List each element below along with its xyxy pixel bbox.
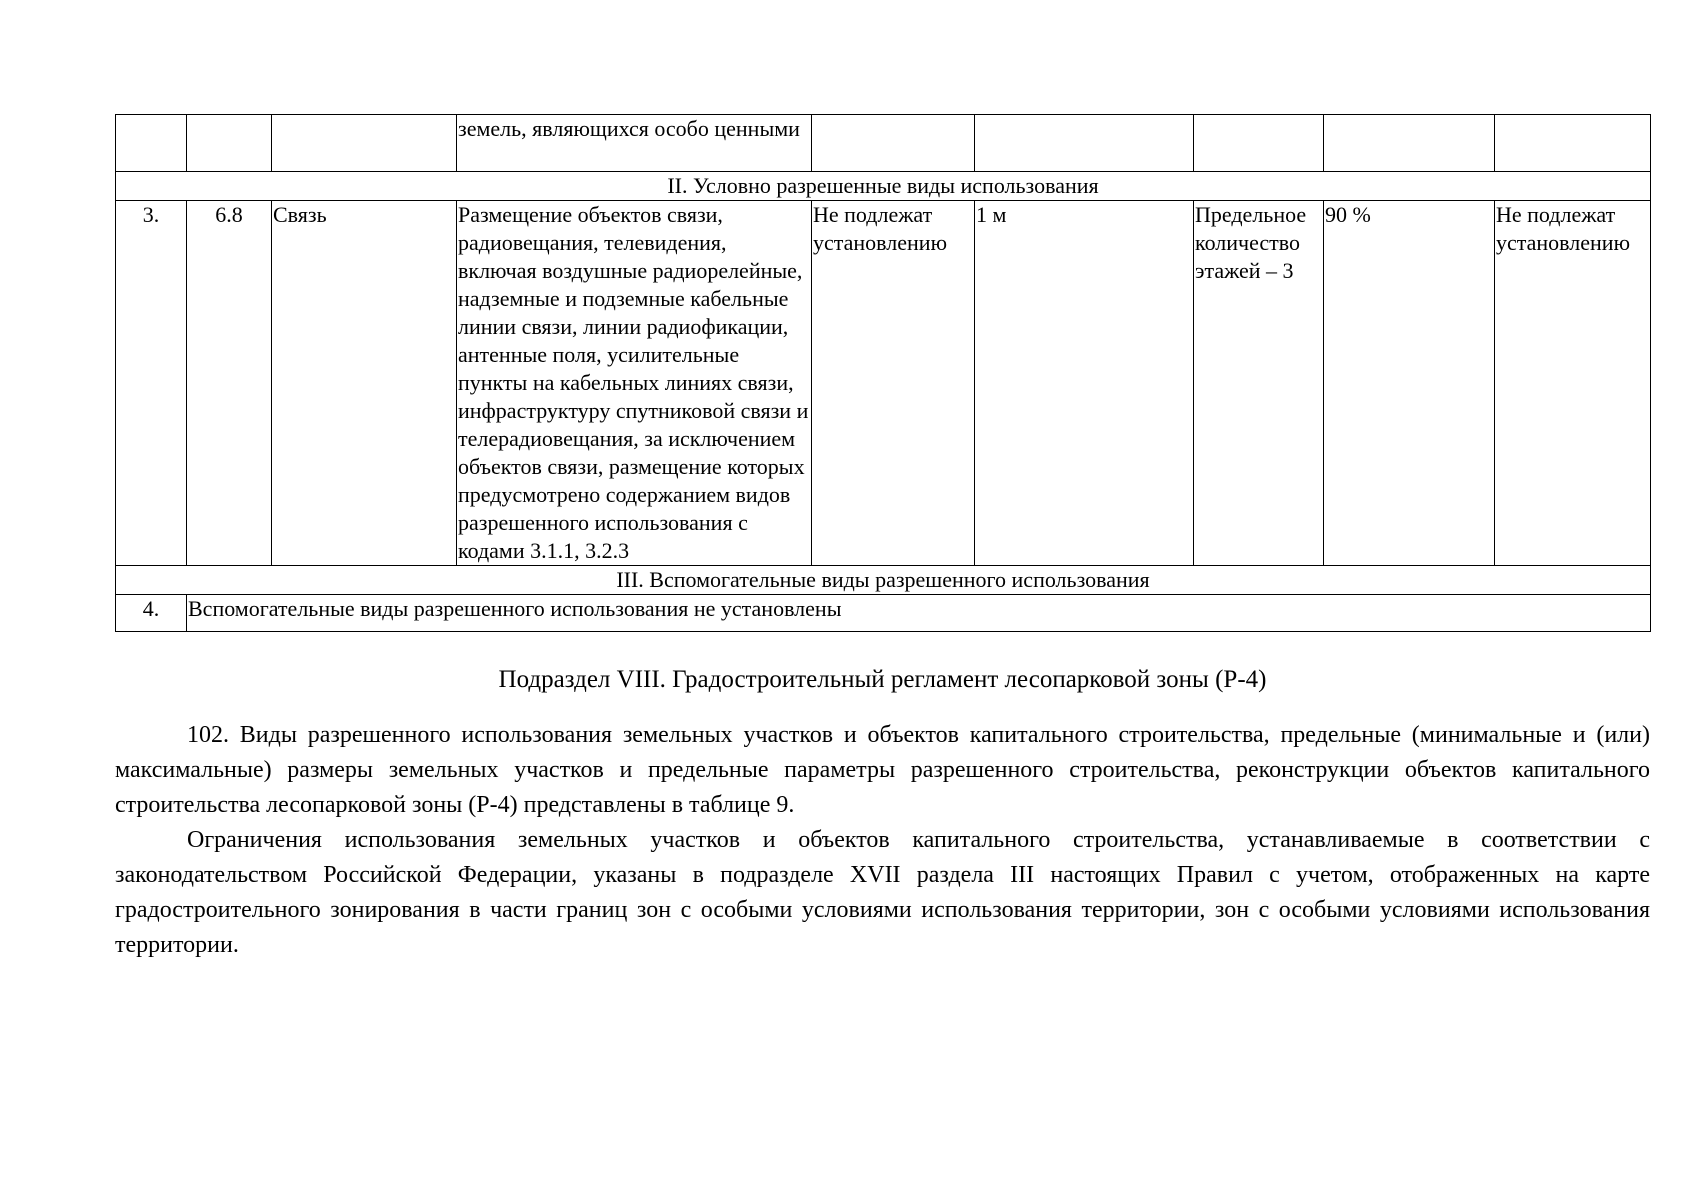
section-3-title: III. Вспомогательные виды разрешенного использования [116, 566, 1651, 595]
cell-empty [1194, 115, 1324, 172]
row-number: 3. [116, 201, 187, 566]
setback: 1 м [975, 201, 1194, 566]
cell-empty [812, 115, 975, 172]
body-text [115, 718, 1650, 963]
section-2-title: II. Условно разрешенные виды использования [116, 172, 1651, 201]
regulation-table [115, 114, 1651, 632]
cell-empty [116, 115, 187, 172]
use-description: Размещение объектов связи, радиовещания, телевидения, включая воздушные радиорелейные, надземные и подземные кабельные линии связи, линии радиофикации, антенные поля, усилительные пункты на кабельных линиях связи, инфраструктуру спутниковой связи и телерадиовещания, за исключением объектов связи, размещение которых предусмотрено содержанием видов разрешенного использования с кодами 3.1.1, 3.2.3 [457, 201, 812, 566]
row-4-text: Вспомогательные виды разрешенного использования не установлены [187, 595, 1651, 632]
subsection-heading: Подраздел VIII. Градостроительный регламент лесопарковой зоны (Р-4) [498, 666, 1267, 693]
table-section-row [116, 566, 1651, 595]
floors: Предельное количество этажей – 3 [1194, 201, 1324, 566]
table-row-3 [116, 201, 1651, 566]
cell-empty [1495, 115, 1651, 172]
document-page [115, 114, 1650, 963]
cell-empty [975, 115, 1194, 172]
table-section-row [116, 172, 1651, 201]
cell-empty [1324, 115, 1495, 172]
row-number: 4. [116, 595, 187, 632]
cell-description-continued: земель, являющихся особо ценными [457, 115, 812, 172]
paragraph: Ограничения использования земельных участков и объектов капитального строительства, устанавливаемые в соответствии с законодательством Российской Федерации, указаны в подразделе XVII раздела III настоящих Правил с учетом, отображенных на карте градостроительного зонирования в части границ зон с особыми условиями использования территории, зон с особыми условиями использования территории. [115, 827, 1650, 958]
table-row-continued [116, 115, 1651, 172]
cell-empty [187, 115, 272, 172]
area-limits: Не подлежат установлению [812, 201, 975, 566]
other-params: Не подлежат установлению [1495, 201, 1651, 566]
paragraph: 102. Виды разрешенного использования земельных участков и объектов капитального строительства, предельные (минимальные и (или) максимальные) размеры земельных участков и предельные параметры разрешенного строительства, реконструкции объектов капитального строительства лесопарковой зоны (Р-4) представлены в таблице 9. [115, 722, 1650, 818]
coverage: 90 % [1324, 201, 1495, 566]
use-code: 6.8 [187, 201, 272, 566]
table-row-4 [116, 595, 1651, 632]
use-name: Связь [272, 201, 457, 566]
cell-empty [272, 115, 457, 172]
